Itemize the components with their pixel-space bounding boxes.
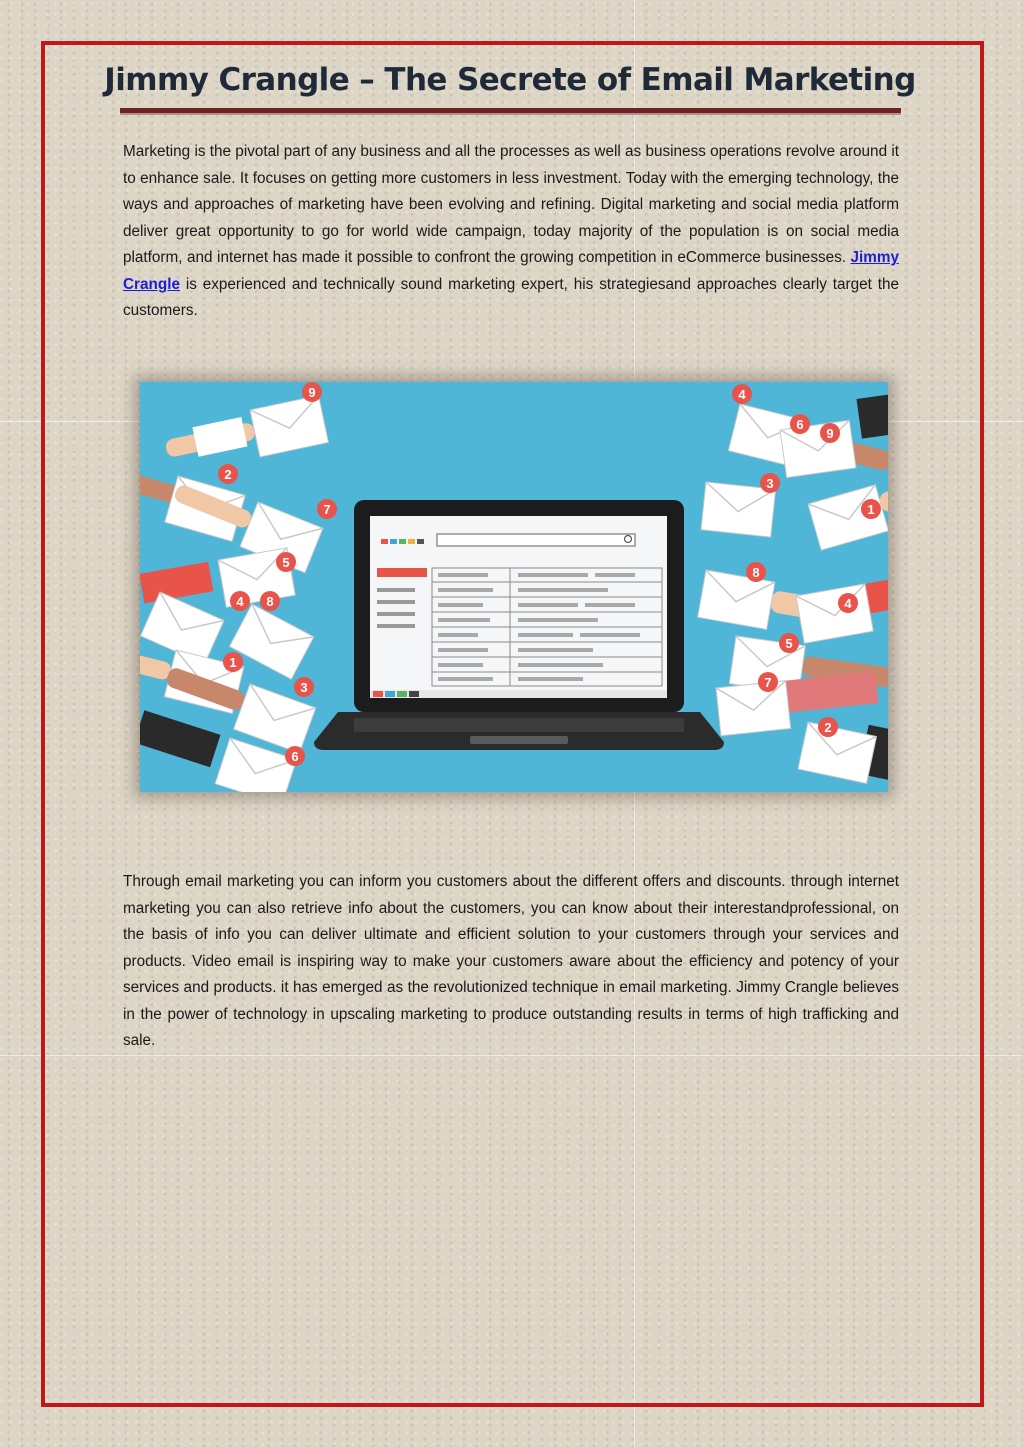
- email-marketing-illustration: [140, 382, 888, 792]
- folder-line: [377, 600, 415, 604]
- folder-line: [377, 612, 415, 616]
- laptop: [314, 500, 724, 750]
- badge-label: 8: [752, 565, 760, 580]
- jimmy-crangle-link[interactable]: Jimmy Crangle: [123, 249, 899, 293]
- badge-label: 6: [291, 749, 299, 764]
- badge-label: 7: [323, 502, 331, 517]
- trackpad: [470, 736, 568, 744]
- logo-dot: [390, 539, 397, 544]
- page-title: Jimmy Crangle – The Secrete of Email Marketing: [104, 62, 916, 98]
- badge-label: 7: [764, 675, 772, 690]
- badge-label: 9: [826, 426, 834, 441]
- title-underline: [120, 108, 901, 115]
- intro-paragraph: [123, 139, 899, 325]
- compose-button: [377, 568, 427, 577]
- logo-dot: [381, 539, 388, 544]
- keyboard: [354, 718, 684, 732]
- folder-line: [377, 624, 415, 628]
- badge-label: 3: [300, 680, 308, 695]
- badge-label: 4: [844, 596, 852, 611]
- illustration-svg: [140, 382, 888, 792]
- logo-dot: [408, 539, 415, 544]
- badge-label: 1: [867, 502, 875, 517]
- badge-label: 6: [796, 417, 804, 432]
- badge-label: 9: [308, 385, 316, 400]
- badge-label: 3: [766, 476, 774, 491]
- intro-text-end: is experienced and technically sound marketing expert, his strategiesand approaches clearly target the customers.: [123, 275, 899, 319]
- badge-label: 5: [282, 555, 290, 570]
- badge-label: 2: [824, 720, 832, 735]
- body-paragraph: Through email marketing you can inform you customers about the different offers and discounts. through internet marketing you can also retrieve info about the customers, you can know about their interestandprofessional, on the basis of info you can deliver ultimate and efficient solution to your customers through your services and products. Video email is inspiring way to make your customers aware about the efficiency and potency of your services and products. it has emerged as the revolutionized technique in email marketing. Jimmy Crangle believes in the power of technology in upscaling marketing to produce outstanding results in terms of high trafficking and sale.: [123, 873, 899, 1049]
- badge-label: 4: [738, 387, 746, 402]
- badge-label: 5: [785, 636, 793, 651]
- footer-dot: [373, 691, 383, 697]
- footer-dot: [385, 691, 395, 697]
- footer-dot: [409, 691, 419, 697]
- badge-label: 4: [236, 594, 244, 609]
- screen-search-bar: [437, 534, 635, 546]
- logo-dot: [399, 539, 406, 544]
- logo-dot: [417, 539, 424, 544]
- badge-label: 1: [229, 655, 237, 670]
- folder-line: [377, 588, 415, 592]
- intro-text: Marketing is the pivotal part of any business and all the processes as well as business operations revolve around it to enhance sale. It focuses on getting more customers in less investment. Today with the emerging technology, the ways and approaches of marketing have been evolving and refining. Digital marketing and social media platform deliver great opportunity to go for world wide campaign, today majority of the population is on social media platform, and internet has made it possible to confront the growing competition in eCommerce businesses.: [123, 143, 899, 266]
- badge-label: 2: [224, 467, 232, 482]
- footer-dot: [397, 691, 407, 697]
- badge-label: 8: [266, 594, 274, 609]
